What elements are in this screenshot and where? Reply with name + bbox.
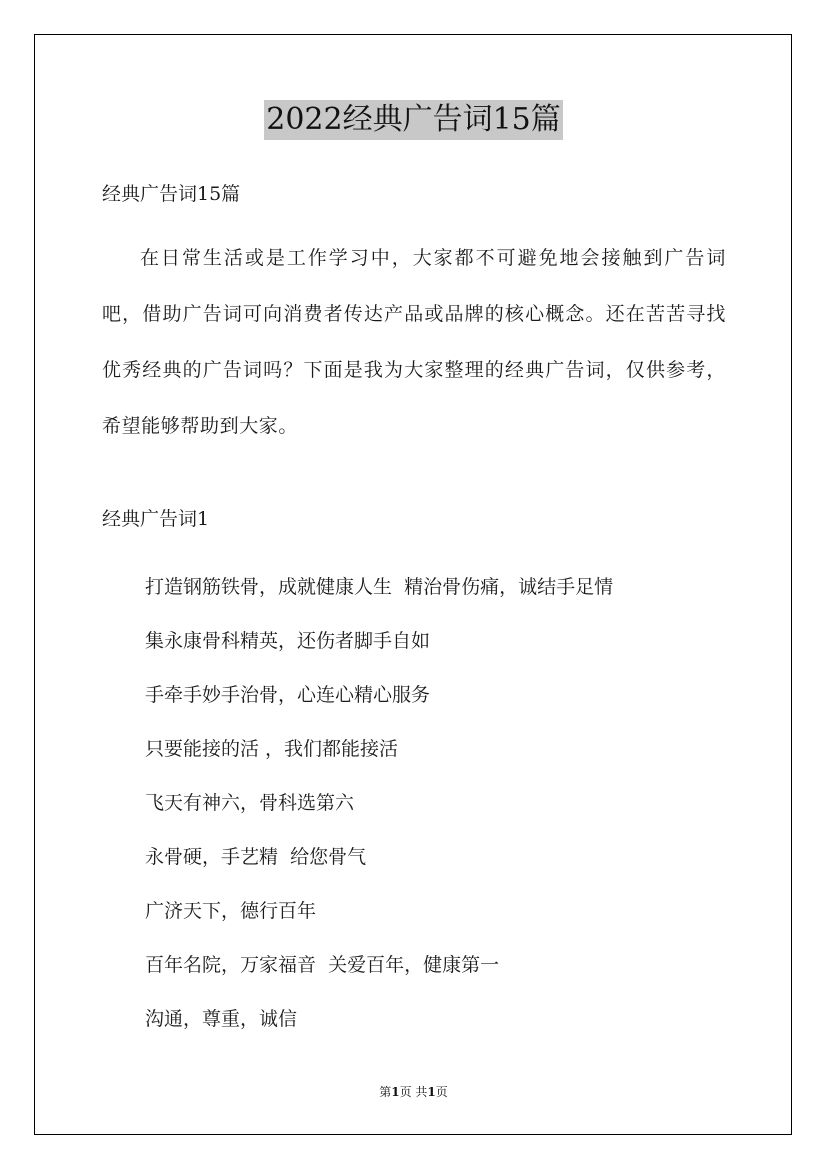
page-footer: [0, 1083, 827, 1101]
document-title: 2022经典广告词15篇: [264, 100, 563, 140]
footer-suffix: 页: [435, 1085, 448, 1099]
footer-middle: 页 共: [399, 1085, 428, 1099]
current-page-number: 1: [391, 1085, 400, 1099]
total-pages-number: 1: [427, 1085, 436, 1099]
title-container: [0, 100, 827, 140]
slogan-item: 手牵手妙手治骨，心连心精心服务: [145, 684, 431, 706]
slogan-item: 永骨硬，手艺精 给您骨气: [145, 846, 367, 868]
slogan-item: 广济天下，德行百年: [145, 900, 317, 922]
document-subtitle: 经典广告词15篇: [102, 183, 241, 205]
footer-prefix: 第: [379, 1085, 392, 1099]
intro-paragraph: 在日常生活或是工作学习中，大家都不可避免地会接触到广告词吧，借助广告词可向消费者传达产品或品牌的核心概念。还在苦苦寻找优秀经典的广告词吗？下面是我为大家整理的经典广告词，仅供参考，希望能够帮助到大家。: [102, 247, 726, 437]
slogan-item: 飞天有神六，骨科选第六: [145, 792, 355, 814]
slogan-item: 百年名院，万家福音 关爱百年，健康第一: [145, 954, 500, 976]
slogan-item: 只要能接的活 ，我们都能接活: [145, 738, 399, 760]
slogan-item: 打造钢筋铁骨，成就健康人生 精治骨伤痛，诚结手足情: [145, 576, 614, 598]
slogan-item: 集永康骨科精英，还伤者脚手自如: [145, 630, 431, 652]
slogan-list: [145, 560, 613, 1046]
section-heading: 经典广告词1: [102, 508, 210, 530]
slogan-item: 沟通，尊重，诚信: [145, 1008, 298, 1030]
